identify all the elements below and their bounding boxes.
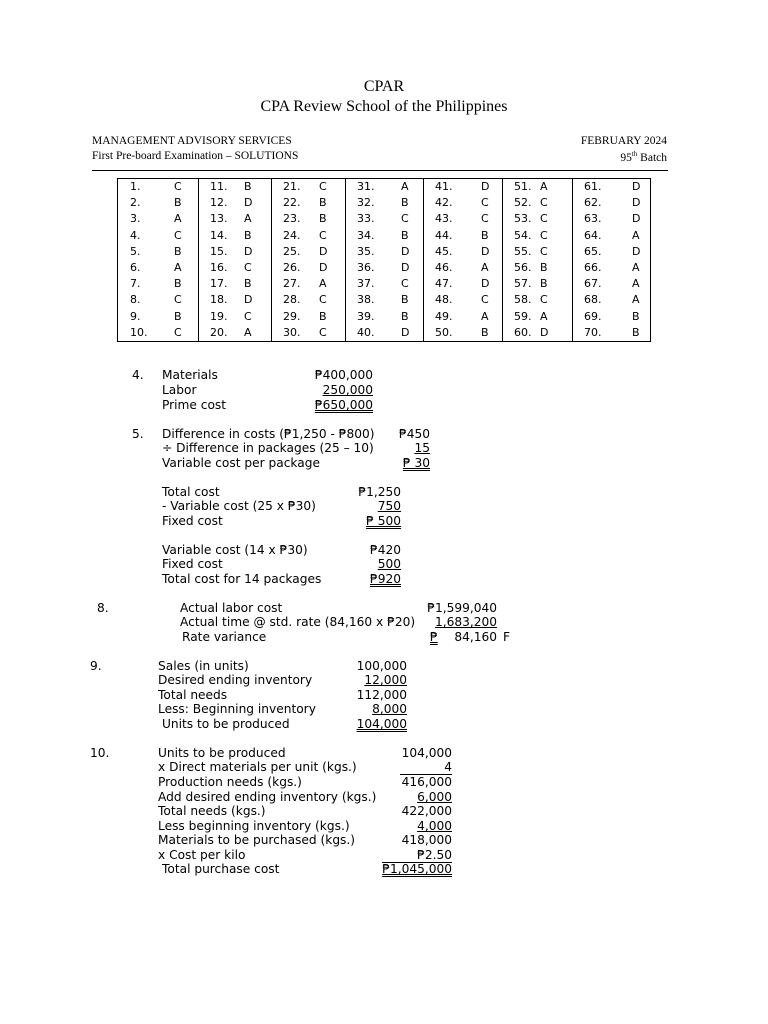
line-label: Actual labor cost bbox=[180, 601, 283, 615]
question-number: 19. bbox=[210, 309, 228, 323]
answer-cell bbox=[584, 260, 648, 276]
line-value: ₱650,000 bbox=[314, 398, 373, 412]
answer-cell bbox=[283, 195, 343, 211]
line-value: 15 bbox=[414, 441, 430, 455]
question-number: 4. bbox=[132, 368, 144, 382]
answer-cell bbox=[210, 309, 269, 325]
answer-letter: D bbox=[244, 293, 253, 307]
question-number: 17. bbox=[210, 277, 228, 291]
answer-letter: B bbox=[319, 212, 327, 226]
answer-letter: C bbox=[540, 212, 548, 226]
line-label: Units to be produced bbox=[158, 746, 286, 760]
question-number: 16. bbox=[210, 261, 228, 274]
answer-cell bbox=[210, 260, 269, 276]
question-number: 4. bbox=[130, 228, 141, 242]
answer-cell bbox=[357, 179, 421, 195]
answer-letter: C bbox=[481, 293, 489, 307]
answer-letter: C bbox=[401, 277, 409, 291]
line-label: Total needs (kgs.) bbox=[158, 804, 266, 818]
question-number: 42. bbox=[435, 196, 453, 210]
answer-letter: B bbox=[319, 309, 327, 323]
answer-cell bbox=[130, 179, 196, 195]
answer-cell bbox=[357, 292, 421, 308]
answer-letter: D bbox=[481, 244, 490, 258]
line-label: ÷ Difference in packages (25 – 10) bbox=[162, 441, 374, 455]
answer-cell bbox=[435, 179, 500, 195]
answer-cell bbox=[435, 325, 500, 341]
answer-cell bbox=[514, 276, 570, 292]
line-label: Total cost bbox=[162, 485, 220, 499]
answer-letter: C bbox=[319, 325, 327, 339]
answer-column bbox=[423, 179, 503, 341]
answer-cell bbox=[283, 244, 343, 260]
line-label: Desired ending inventory bbox=[158, 673, 313, 687]
answer-letter: D bbox=[540, 325, 549, 339]
line-label: x Direct materials per unit (kgs.) bbox=[158, 760, 357, 774]
answer-letter: D bbox=[481, 277, 490, 291]
line-value: ₱400,000 bbox=[314, 368, 373, 382]
answer-cell bbox=[210, 292, 269, 308]
question-number: 6. bbox=[130, 261, 141, 274]
question-number: 48. bbox=[435, 293, 453, 307]
answer-cell bbox=[130, 228, 196, 244]
org-full-title: CPA Review School of the Philippines bbox=[260, 98, 508, 115]
line-label: Variable cost per package bbox=[162, 456, 320, 470]
answer-letter: C bbox=[540, 244, 548, 258]
question-number: 62. bbox=[584, 196, 602, 210]
line-value: 1,683,200 bbox=[434, 615, 497, 629]
answer-cell bbox=[514, 309, 570, 325]
question-number: 20. bbox=[210, 325, 228, 339]
question-number: 12. bbox=[210, 196, 228, 210]
line-value: ₱450 bbox=[398, 427, 430, 441]
question-number: 23. bbox=[283, 212, 301, 226]
answer-letter: B bbox=[632, 325, 640, 339]
question-number: 66. bbox=[584, 261, 602, 274]
question-number: 68. bbox=[584, 293, 602, 307]
question-number: 41. bbox=[435, 180, 453, 193]
answer-column bbox=[345, 179, 424, 341]
answer-letter: D bbox=[632, 244, 641, 258]
answer-letter: C bbox=[174, 180, 182, 193]
answer-letter: A bbox=[632, 277, 640, 291]
answer-cell bbox=[584, 276, 648, 292]
line-label: Sales (in units) bbox=[158, 659, 249, 673]
answer-cell bbox=[130, 325, 196, 341]
line-label: Prime cost bbox=[162, 398, 227, 412]
batch-word: Batch bbox=[637, 151, 667, 164]
question-number: 67. bbox=[584, 277, 602, 291]
question-number: 35. bbox=[357, 244, 375, 258]
answer-letter: C bbox=[174, 228, 182, 242]
answer-letter: B bbox=[401, 309, 409, 323]
question-number: 64. bbox=[584, 228, 602, 242]
answer-letter: A bbox=[244, 325, 252, 339]
line-value: 104,000 bbox=[401, 746, 452, 760]
line-label: Total needs bbox=[158, 688, 228, 702]
answer-letter: D bbox=[632, 212, 641, 226]
answer-cell bbox=[357, 211, 421, 227]
question-number: 27. bbox=[283, 277, 301, 291]
answer-letter: D bbox=[401, 244, 410, 258]
answer-letter: C bbox=[540, 228, 548, 242]
question-number: 70. bbox=[584, 325, 602, 339]
question-number: 30. bbox=[283, 325, 301, 339]
question-number: 58. bbox=[514, 293, 532, 307]
answer-cell bbox=[435, 276, 500, 292]
answer-cell bbox=[514, 228, 570, 244]
question-number: 52. bbox=[514, 196, 532, 210]
question-number: 37. bbox=[357, 277, 375, 291]
answer-cell bbox=[357, 276, 421, 292]
line-value: 100,000 bbox=[356, 659, 407, 673]
answer-letter: B bbox=[174, 309, 182, 323]
amount: 84,160 bbox=[454, 630, 497, 644]
answer-letter: B bbox=[174, 244, 182, 258]
answer-letter: C bbox=[319, 180, 327, 193]
answer-letter: C bbox=[174, 293, 182, 307]
question-number: 24. bbox=[283, 228, 301, 242]
answer-letter: A bbox=[481, 261, 489, 274]
question-number: 39. bbox=[357, 309, 375, 323]
question-number: 45. bbox=[435, 244, 453, 258]
question-number: 14. bbox=[210, 228, 228, 242]
answer-cell bbox=[584, 309, 648, 325]
answer-letter: C bbox=[540, 196, 548, 210]
line-label: Total cost for 14 packages bbox=[162, 572, 322, 586]
question-number: 50. bbox=[435, 325, 453, 339]
answer-letter: C bbox=[401, 212, 409, 226]
question-number: 5. bbox=[132, 427, 144, 441]
answer-letter: A bbox=[632, 293, 640, 307]
question-number: 63. bbox=[584, 212, 602, 226]
question-number: 29. bbox=[283, 309, 301, 323]
answer-cell bbox=[210, 244, 269, 260]
line-label: Add desired ending inventory (kgs.) bbox=[158, 790, 377, 804]
answer-letter: D bbox=[319, 244, 328, 258]
variance-value bbox=[430, 630, 497, 644]
question-number: 3. bbox=[130, 212, 141, 226]
answer-letter: D bbox=[401, 261, 410, 274]
question-number: 2. bbox=[130, 196, 141, 210]
answer-cell bbox=[283, 309, 343, 325]
answer-cell bbox=[130, 211, 196, 227]
answer-cell bbox=[283, 211, 343, 227]
answer-cell bbox=[514, 244, 570, 260]
answer-cell bbox=[283, 325, 343, 341]
answer-cell bbox=[584, 325, 648, 341]
answer-letter: A bbox=[174, 261, 182, 274]
line-value: 500 bbox=[377, 557, 401, 571]
line-value: ₱1,250 bbox=[358, 485, 401, 499]
answer-cell bbox=[357, 244, 421, 260]
answer-letter: A bbox=[632, 228, 640, 242]
line-value: ₱2.50 bbox=[382, 848, 452, 863]
question-number: 55. bbox=[514, 244, 532, 258]
answer-cell bbox=[283, 276, 343, 292]
subject-title: MANAGEMENT ADVISORY SERVICES bbox=[92, 135, 292, 147]
answer-letter: A bbox=[319, 277, 327, 291]
answer-cell bbox=[130, 195, 196, 211]
question-number: 8. bbox=[97, 601, 109, 615]
question-number: 46. bbox=[435, 261, 453, 274]
answer-letter: A bbox=[481, 309, 489, 323]
line-value: 250,000 bbox=[322, 383, 373, 397]
question-number: 13. bbox=[210, 212, 228, 226]
answer-cell bbox=[357, 325, 421, 341]
exam-title: First Pre-board Examination – SOLUTIONS bbox=[92, 150, 299, 162]
batch-label bbox=[620, 150, 667, 164]
answer-cell bbox=[584, 179, 648, 195]
line-label: Less: Beginning inventory bbox=[158, 702, 316, 716]
line-label: Labor bbox=[162, 383, 197, 397]
answer-letter: B bbox=[481, 325, 489, 339]
line-label: Difference in costs (₱1,250 - ₱800) bbox=[162, 427, 375, 441]
answer-cell bbox=[210, 211, 269, 227]
question-number: 53. bbox=[514, 212, 532, 226]
answer-cell bbox=[435, 292, 500, 308]
answer-cell bbox=[435, 228, 500, 244]
answer-cell bbox=[210, 325, 269, 341]
question-number: 18. bbox=[210, 293, 228, 307]
answer-letter: A bbox=[632, 261, 640, 274]
answer-cell bbox=[435, 244, 500, 260]
question-number: 26. bbox=[283, 261, 301, 274]
answer-cell bbox=[283, 260, 343, 276]
answer-cell bbox=[210, 179, 269, 195]
question-number: 33. bbox=[357, 212, 375, 226]
question-number: 31. bbox=[357, 180, 375, 193]
question-number: 10. bbox=[90, 746, 110, 760]
line-label: Materials to be purchased (kgs.) bbox=[158, 833, 356, 847]
question-number: 38. bbox=[357, 293, 375, 307]
answer-cell bbox=[357, 195, 421, 211]
question-number: 61. bbox=[584, 180, 602, 193]
line-label: Fixed cost bbox=[162, 557, 223, 571]
question-number: 22. bbox=[283, 196, 301, 210]
answer-key-grid bbox=[117, 178, 651, 342]
answer-letter: B bbox=[401, 228, 409, 242]
answer-cell bbox=[514, 179, 570, 195]
answer-cell bbox=[584, 195, 648, 211]
answer-cell bbox=[514, 211, 570, 227]
answer-letter: B bbox=[401, 293, 409, 307]
answer-cell bbox=[584, 211, 648, 227]
line-value: 422,000 bbox=[401, 804, 452, 818]
answer-letter: B bbox=[174, 196, 182, 210]
line-label: Materials bbox=[162, 368, 218, 382]
question-number: 21. bbox=[283, 180, 301, 193]
line-value: 12,000 bbox=[364, 673, 407, 687]
answer-cell bbox=[584, 244, 648, 260]
answer-cell bbox=[584, 292, 648, 308]
question-number: 15. bbox=[210, 244, 228, 258]
answer-cell bbox=[435, 195, 500, 211]
answer-letter: A bbox=[174, 212, 182, 226]
question-number: 25. bbox=[283, 244, 301, 258]
answer-letter: C bbox=[319, 293, 327, 307]
answer-letter: D bbox=[244, 244, 253, 258]
line-value: 112,000 bbox=[356, 688, 407, 702]
question-number: 40. bbox=[357, 325, 375, 339]
line-label: Rate variance bbox=[182, 630, 267, 644]
question-number: 65. bbox=[584, 244, 602, 258]
answer-column bbox=[118, 179, 198, 341]
batch-number: 95 bbox=[620, 151, 632, 164]
line-value: 8,000 bbox=[372, 702, 407, 716]
question-number: 32. bbox=[357, 196, 375, 210]
answer-letter: B bbox=[174, 277, 182, 291]
answer-letter: B bbox=[244, 180, 252, 193]
answer-letter: B bbox=[319, 196, 327, 210]
answer-cell bbox=[130, 292, 196, 308]
answer-cell bbox=[514, 195, 570, 211]
question-number: 1. bbox=[130, 180, 141, 193]
line-label: Total purchase cost bbox=[162, 862, 280, 876]
answer-letter: D bbox=[244, 196, 253, 210]
question-number: 51. bbox=[514, 180, 532, 193]
batch-suffix: th bbox=[631, 150, 638, 158]
header-divider bbox=[92, 170, 668, 171]
line-value: 418,000 bbox=[401, 833, 452, 847]
answer-letter: A bbox=[401, 180, 409, 193]
answer-cell bbox=[584, 228, 648, 244]
question-number: 69. bbox=[584, 309, 602, 323]
answer-letter: A bbox=[540, 309, 548, 323]
question-number: 11. bbox=[210, 180, 228, 193]
answer-letter: D bbox=[632, 180, 641, 193]
answer-cell bbox=[130, 309, 196, 325]
line-value: ₱420 bbox=[369, 543, 401, 557]
answer-cell bbox=[283, 228, 343, 244]
line-label: Fixed cost bbox=[162, 514, 223, 528]
question-number: 8. bbox=[130, 293, 141, 307]
question-number: 28. bbox=[283, 293, 301, 307]
line-value: 6,000 bbox=[417, 790, 452, 804]
answer-cell bbox=[210, 228, 269, 244]
answer-letter: A bbox=[540, 180, 548, 193]
answer-cell bbox=[435, 211, 500, 227]
line-label: Actual time @ std. rate (84,160 x ₱20) bbox=[180, 615, 416, 629]
line-label: Units to be produced bbox=[162, 717, 290, 731]
answer-column bbox=[572, 179, 651, 341]
question-number: 44. bbox=[435, 228, 453, 242]
answer-letter: B bbox=[481, 228, 489, 242]
question-number: 9. bbox=[90, 659, 102, 673]
answer-cell bbox=[130, 276, 196, 292]
question-number: 49. bbox=[435, 309, 453, 323]
line-value: 416,000 bbox=[401, 775, 452, 789]
line-label: Less beginning inventory (kgs.) bbox=[158, 819, 350, 833]
answer-column bbox=[271, 179, 346, 341]
question-number: 36. bbox=[357, 261, 375, 274]
answer-letter: A bbox=[244, 212, 252, 226]
answer-column bbox=[198, 179, 272, 341]
answer-cell bbox=[514, 292, 570, 308]
question-number: 57. bbox=[514, 277, 532, 291]
answer-cell bbox=[283, 292, 343, 308]
question-number: 54. bbox=[514, 228, 532, 242]
question-number: 60. bbox=[514, 325, 532, 339]
answer-letter: D bbox=[401, 325, 410, 339]
answer-cell bbox=[283, 179, 343, 195]
answer-letter: B bbox=[632, 309, 640, 323]
line-value: ₱1,045,000 bbox=[382, 862, 452, 876]
answer-letter: C bbox=[540, 293, 548, 307]
answer-cell bbox=[357, 260, 421, 276]
line-value: ₱1,599,040 bbox=[427, 601, 497, 615]
currency-symbol: ₱ bbox=[430, 630, 438, 644]
exam-date: FEBRUARY 2024 bbox=[580, 135, 667, 147]
answer-cell bbox=[357, 228, 421, 244]
question-number: 9. bbox=[130, 309, 141, 323]
question-number: 59. bbox=[514, 309, 532, 323]
answer-letter: C bbox=[481, 196, 489, 210]
answer-cell bbox=[514, 325, 570, 341]
answer-letter: C bbox=[244, 261, 252, 274]
question-number: 10. bbox=[130, 325, 148, 339]
answer-letter: B bbox=[540, 277, 548, 291]
answer-cell bbox=[357, 309, 421, 325]
line-value: 4 bbox=[400, 760, 452, 775]
line-label: Production needs (kgs.) bbox=[158, 775, 302, 789]
question-number: 47. bbox=[435, 277, 453, 291]
line-label: x Cost per kilo bbox=[158, 848, 246, 862]
answer-column bbox=[502, 179, 573, 341]
question-number: 43. bbox=[435, 212, 453, 226]
question-number: 7. bbox=[130, 277, 141, 291]
answer-letter: B bbox=[540, 261, 548, 274]
answer-letter: C bbox=[174, 325, 182, 339]
org-short-title: CPAR bbox=[363, 78, 405, 95]
favorable-flag: F bbox=[503, 630, 511, 644]
answer-cell bbox=[435, 260, 500, 276]
answer-letter: C bbox=[481, 212, 489, 226]
answer-cell bbox=[130, 244, 196, 260]
question-number: 56. bbox=[514, 261, 532, 274]
answer-cell bbox=[130, 260, 196, 276]
answer-letter: D bbox=[319, 261, 328, 274]
answer-letter: D bbox=[481, 180, 490, 193]
question-number: 34. bbox=[357, 228, 375, 242]
answer-letter: B bbox=[401, 196, 409, 210]
answer-cell bbox=[435, 309, 500, 325]
line-value: 4,000 bbox=[417, 819, 452, 833]
line-label: - Variable cost (25 x ₱30) bbox=[162, 499, 316, 513]
answer-letter: C bbox=[319, 228, 327, 242]
answer-cell bbox=[210, 195, 269, 211]
answer-cell bbox=[210, 276, 269, 292]
line-value: 104,000 bbox=[356, 717, 407, 731]
answer-letter: B bbox=[244, 228, 252, 242]
line-value: ₱ 30 bbox=[402, 456, 430, 470]
answer-letter: D bbox=[632, 196, 641, 210]
answer-letter: C bbox=[244, 309, 252, 323]
answer-letter: B bbox=[244, 277, 252, 291]
answer-cell bbox=[514, 260, 570, 276]
line-value: 750 bbox=[377, 499, 401, 513]
line-label: Variable cost (14 x ₱30) bbox=[162, 543, 308, 557]
line-value: ₱920 bbox=[369, 572, 401, 586]
line-value: ₱ 500 bbox=[366, 514, 401, 528]
question-number: 5. bbox=[130, 244, 141, 258]
